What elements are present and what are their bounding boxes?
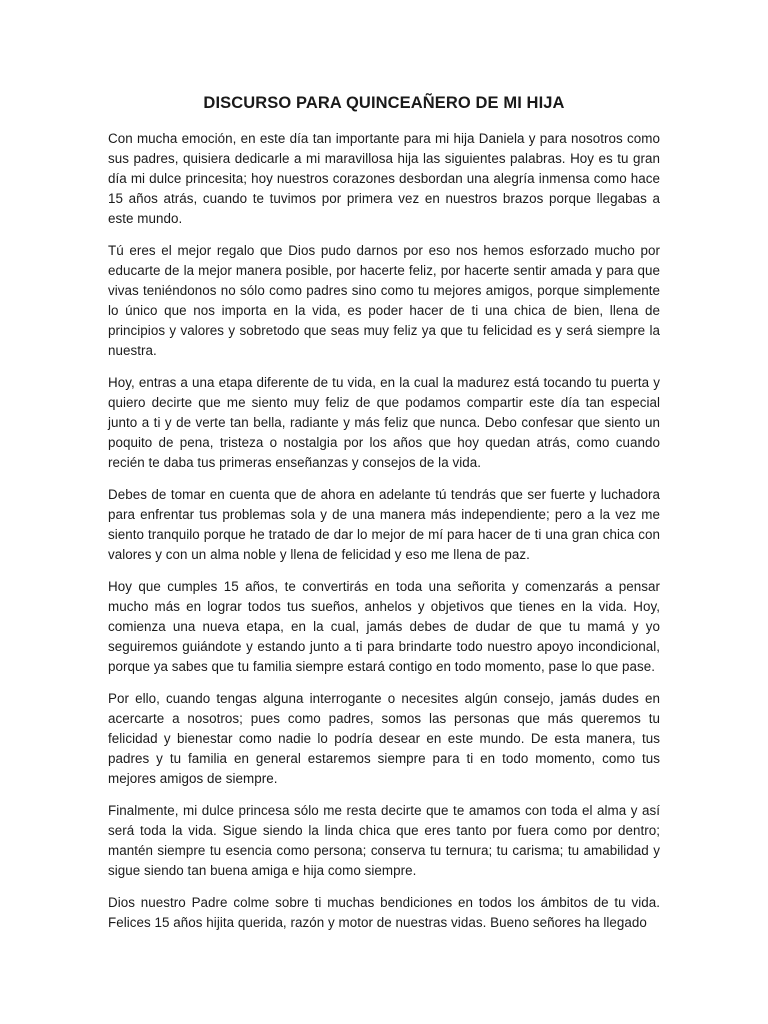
paragraph-7: Finalmente, mi dulce princesa sólo me resta decirte que te amamos con toda el alma y así será toda la vida. Sigue siendo la linda chica que eres tanto por fuera como por dentro; mantén siempre tu esencia como persona; conserva tu ternura; tu carisma; tu amabilidad y sigue siendo tan buena amiga e hija como siempre.: [108, 803, 660, 878]
paragraph-4: Debes de tomar en cuenta que de ahora en adelante tú tendrás que ser fuerte y luchadora para enfrentar tus problemas sola y de una manera más independiente; pero a la vez me siento tranquilo porque he tratado de dar lo mejor de mí para hacer de ti una gran chica con valores y con un alma noble y llena de felicidad y eso me llena de paz.: [108, 487, 660, 562]
paragraph-1: Con mucha emoción, en este día tan importante para mi hija Daniela y para nosotros como sus padres, quisiera dedicarle a mi maravillosa hija las siguientes palabras. Hoy es tu gran día mi dulce princesita; hoy nuestros corazones desbordan una alegría inmensa como hace 15 años atrás, cuando te tuvimos por primera vez en nuestros brazos porque llegabas a este mundo.: [108, 131, 660, 226]
document-title: DISCURSO PARA QUINCEAÑERO DE MI HIJA: [203, 94, 565, 112]
paragraph-6: Por ello, cuando tengas alguna interrogante o necesites algún consejo, jamás dudes en acercarte a nosotros; pues como padres, somos las personas que más queremos tu felicidad y bienestar como nadie lo podría desear en este mundo. De esta manera, tus padres y tu familia en general estaremos siempre para ti en todo momento, como tus mejores amigos de siempre.: [108, 691, 660, 786]
paragraph-3: Hoy, entras a una etapa diferente de tu vida, en la cual la madurez está tocando tu puerta y quiero decirte que me siento muy feliz de que podamos compartir este día tan especial junto a ti y de verte tan bella, radiante y más feliz que nunca. Debo confesar que siento un poquito de pena, tristeza o nostalgia por los años que hoy quedan atrás, como cuando recién te daba tus primeras enseñanzas y consejos de la vida.: [108, 375, 660, 470]
paragraph-8: Dios nuestro Padre colme sobre ti muchas bendiciones en todos los ámbitos de tu vida. Felices 15 años hijita querida, razón y motor de nuestras vidas. Bueno señores ha llegado: [108, 895, 660, 930]
paragraph-5: Hoy que cumples 15 años, te convertirás en toda una señorita y comenzarás a pensar mucho más en lograr todos tus sueños, anhelos y objetivos que tienes en la vida. Hoy, comienza una nueva etapa, en la cual, jamás debes de dudar de que tu mamá y yo seguiremos guiándote y estando junto a ti para brindarte todo nuestro apoyo incondicional, porque ya sabes que tu familia siempre estará contigo en todo momento, pase lo que pase.: [108, 579, 660, 674]
paragraph-2: Tú eres el mejor regalo que Dios pudo darnos por eso nos hemos esforzado mucho por educarte de la mejor manera posible, por hacerte feliz, por hacerte sentir amada y para que vivas teniéndonos no sólo como padres sino como tu mejores amigos, porque simplemente lo único que nos importa en la vida, es poder hacer de ti una chica de bien, llena de principios y valores y sobretodo que seas muy feliz ya que tu felicidad es y será siempre la nuestra.: [108, 243, 660, 358]
